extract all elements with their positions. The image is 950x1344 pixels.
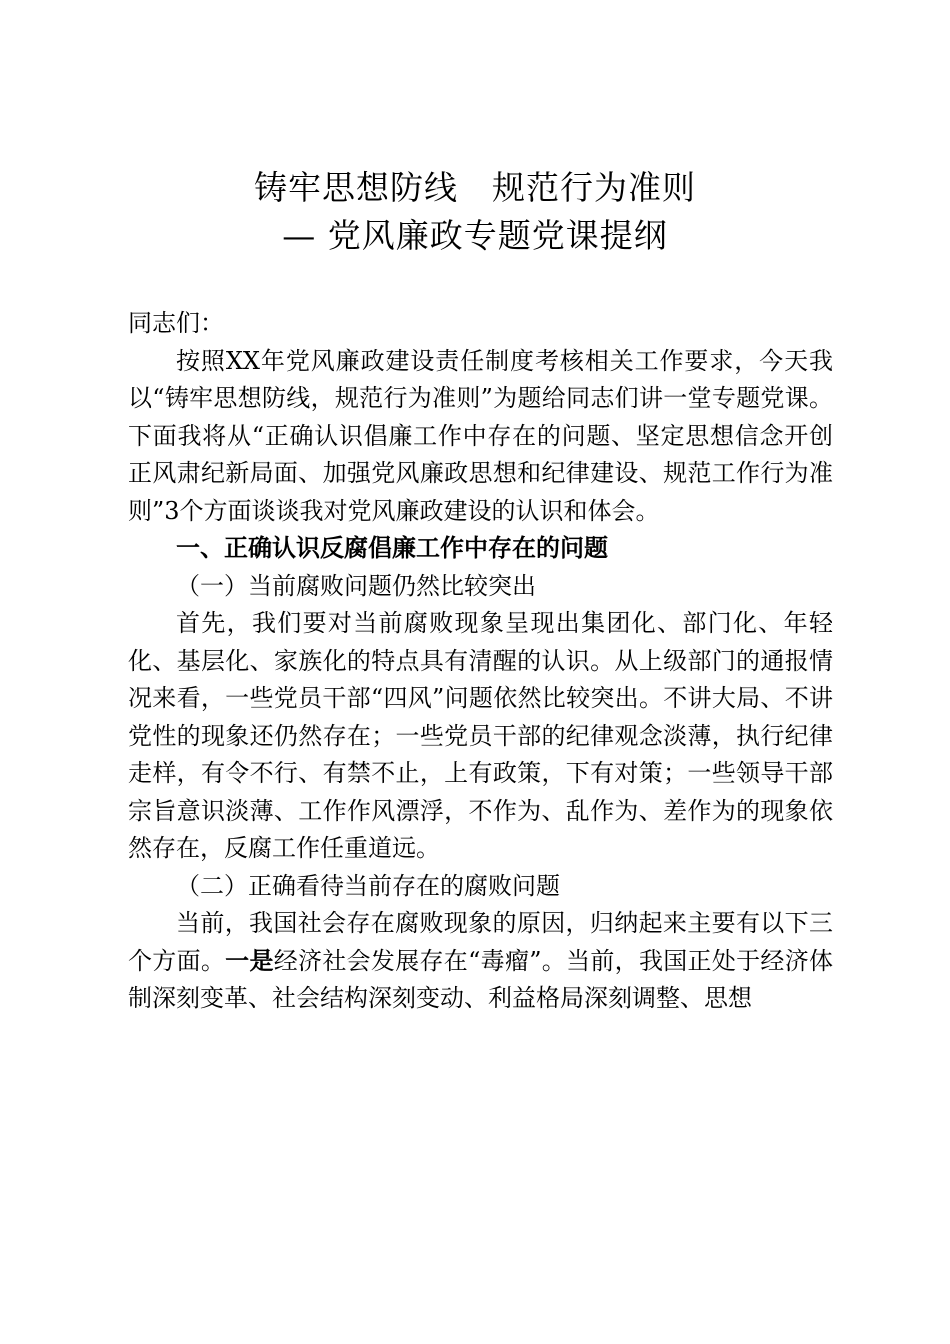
salutation: 同志们：	[128, 309, 224, 337]
paragraph-2-start: 当前，我国社会存在腐败现象的原因，归纳起来主要有以下三个方面。	[128, 909, 833, 975]
subsection-heading-2: （二）正确看待当前存在的腐败问题	[176, 871, 560, 900]
intro-paragraph: 按照XX年党风廉政建设责任制度考核相关工作要求，今天我以“铸牢思想防线，规范行为准则”为题给同志们讲一堂专题党课。下面我将从“正确认识倡廉工作中存在的问题、坚定思想信念开创正风肃纪新局面、加强党风廉政思想和纪律建设、规范工作行为准则”3个方面谈谈我对党风廉政建设的认识和体会。	[128, 346, 833, 525]
document-title: 铸牢思想防线 规范行为准则	[254, 168, 696, 207]
subsection-paragraph-1: 首先，我们要对当前腐败现象呈现出集团化、部门化、年轻化、基层化、家族化的特点具有清醒的认识。从上级部门的通报情况来看，一些党员干部“四风”问题依然比较突出。不讲大局、不讲党性的现象还仍然存在；一些党员干部的纪律观念淡薄，执行纪律走样，有令不行、有禁不止，上有政策，下有对策；一些领导干部宗旨意识淡薄、工作作风漂浮，不作为、乱作为、差作为的现象依然存在，反腐工作任重道远。	[128, 609, 833, 862]
document-subtitle: — 党风廉政专题党课提纲	[282, 216, 668, 255]
subsection-paragraph-2	[128, 905, 833, 1018]
document-body	[128, 305, 833, 1018]
section-heading-1: 一、正确认识反腐倡廉工作中存在的问题	[176, 534, 608, 562]
emphasis-first-point: 一是	[225, 946, 274, 975]
subsection-heading-1: （一）当前腐败问题仍然比较突出	[176, 571, 536, 600]
paragraph-2-rest: 经济社会发展存在“毒瘤”。当前，我国正处于经济体制深刻变革、社会结构深刻变动、利益格局深刻调整、思想	[128, 946, 834, 1012]
